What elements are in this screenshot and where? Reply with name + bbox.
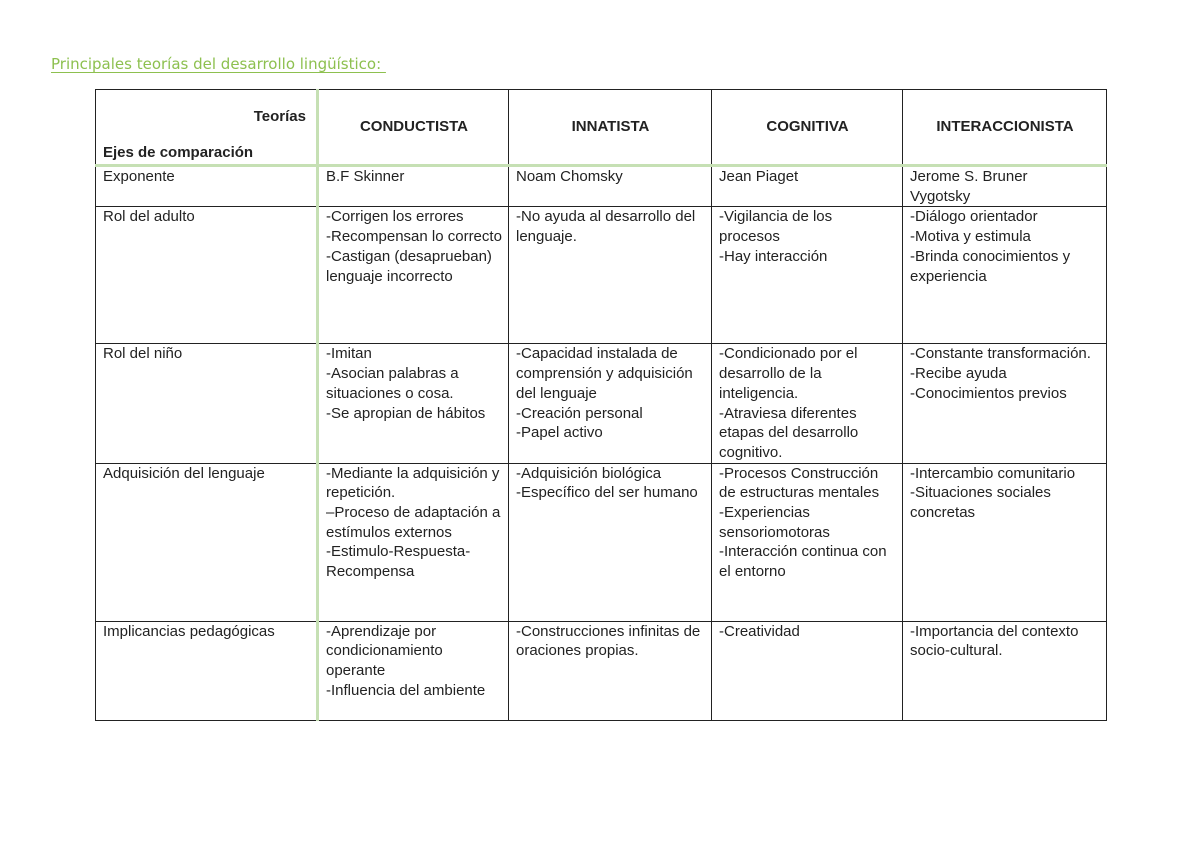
header-conductista: CONDUCTISTA — [318, 90, 509, 166]
theories-header-label: Teorías — [253, 108, 306, 125]
table-cell: -Importancia del contexto socio-cultural. — [903, 621, 1107, 720]
table-cell: -Diálogo orientador -Motiva y estimula -Brinda conocimientos y experiencia — [903, 207, 1107, 344]
table-cell: -Intercambio comunitario -Situaciones sociales concretas — [903, 463, 1107, 621]
table-cell: Noam Chomsky — [509, 166, 712, 207]
row-label: Implicancias pedagógicas — [96, 621, 318, 720]
table-row-rol-nino — [96, 344, 1107, 463]
table-cell: B.F Skinner — [318, 166, 509, 207]
table-header-row — [96, 90, 1107, 166]
table-cell: -Procesos Construcción de estructuras mentales -Experiencias sensoriomotoras -Interacción continua con el entorno — [712, 463, 903, 621]
theories-comparison-table — [95, 89, 1107, 721]
header-cognitiva: COGNITIVA — [712, 90, 903, 166]
table-row-exponente — [96, 166, 1107, 207]
table-row-adquisicion — [96, 463, 1107, 621]
row-label: Adquisición del lenguaje — [96, 463, 318, 621]
table-cell: -Imitan -Asocian palabras a situaciones o cosa. -Se apropian de hábitos — [318, 344, 509, 463]
table-cell: -Adquisición biológica -Específico del ser humano — [509, 463, 712, 621]
document-title: Principales teorías del desarrollo lingüístico: — [51, 55, 386, 73]
table-row-rol-adulto — [96, 207, 1107, 344]
table-cell: -Corrigen los errores -Recompensan lo correcto -Castigan (desaprueban) lenguaje incorrecto — [318, 207, 509, 344]
table-cell: Jerome S. Bruner Vygotsky — [903, 166, 1107, 207]
header-innatista: INNATISTA — [509, 90, 712, 166]
header-corner-cell — [96, 90, 318, 166]
axes-header-label: Ejes de comparación — [103, 144, 254, 162]
row-label: Rol del niño — [96, 344, 318, 463]
table-cell: -Construcciones infinitas de oraciones propias. — [509, 621, 712, 720]
table-cell: -No ayuda al desarrollo del lenguaje. — [509, 207, 712, 344]
table-cell: -Mediante la adquisición y repetición. –Proceso de adaptación a estímulos externos -Estimulo-Respuesta-Recompensa — [318, 463, 509, 621]
row-label: Rol del adulto — [96, 207, 318, 344]
table-cell: Jean Piaget — [712, 166, 903, 207]
table-row-implicancias — [96, 621, 1107, 720]
table-cell: -Condicionado por el desarrollo de la inteligencia. -Atraviesa diferentes etapas del desarrollo cognitivo. — [712, 344, 903, 463]
table-cell: -Capacidad instalada de comprensión y adquisición del lenguaje -Creación personal -Papel activo — [509, 344, 712, 463]
header-interaccionista: INTERACCIONISTA — [903, 90, 1107, 166]
row-label: Exponente — [96, 166, 318, 207]
table-cell: -Vigilancia de los procesos -Hay interacción — [712, 207, 903, 344]
table-cell: -Constante transformación. -Recibe ayuda -Conocimientos previos — [903, 344, 1107, 463]
table-cell: -Creatividad — [712, 621, 903, 720]
table-cell: -Aprendizaje por condicionamiento operante -Influencia del ambiente — [318, 621, 509, 720]
